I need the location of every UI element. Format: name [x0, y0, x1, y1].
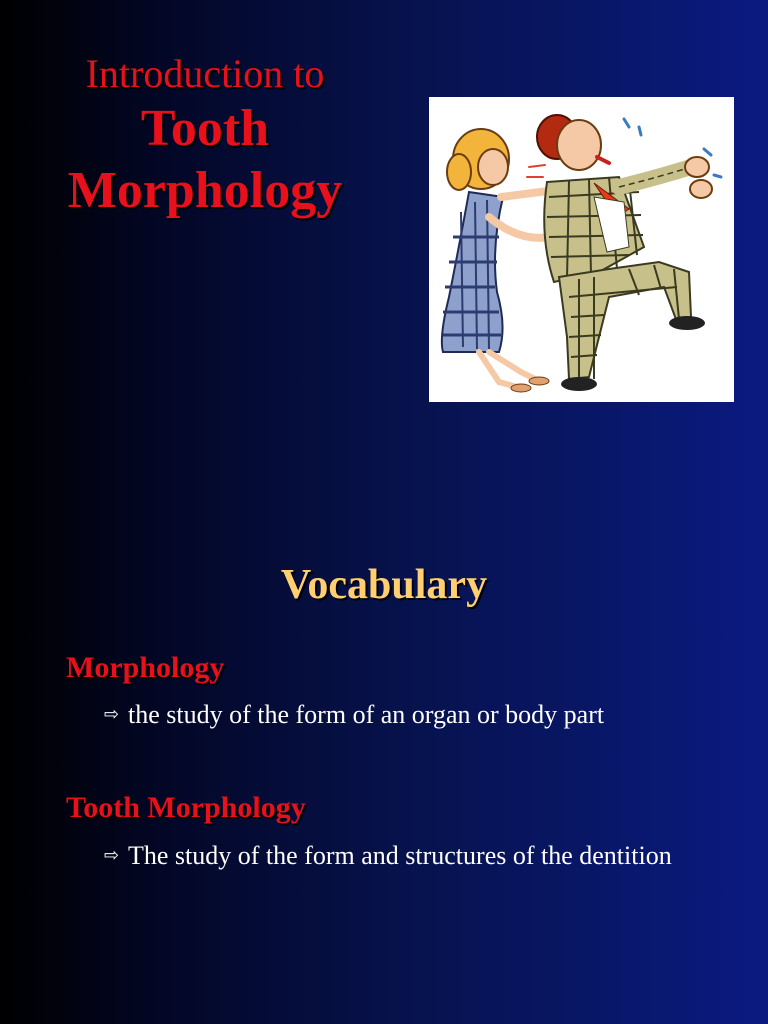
arrow-bullet-icon: ⇨ [104, 704, 120, 725]
vocabulary-heading: Vocabulary [280, 562, 488, 608]
dancing-couple-clipart-icon [429, 97, 734, 402]
term-morphology: Morphology [66, 651, 225, 684]
clipart-svg [429, 97, 734, 402]
vocabulary-slide [0, 512, 768, 1024]
definition-text: The study of the form and structures of the dentition [128, 841, 672, 870]
term-tooth-morphology: Tooth Morphology [66, 791, 306, 824]
title-line-intro: Introduction to [85, 51, 325, 96]
title-line-tooth: Tooth [140, 100, 270, 157]
definition-morphology [104, 698, 704, 732]
slide-title [20, 50, 390, 222]
definition-tooth-morphology [104, 839, 704, 873]
definition-text: the study of the form of an organ or body part [128, 700, 605, 729]
arrow-bullet-icon: ⇨ [104, 845, 120, 866]
title-line-morphology: Morphology [67, 162, 343, 219]
